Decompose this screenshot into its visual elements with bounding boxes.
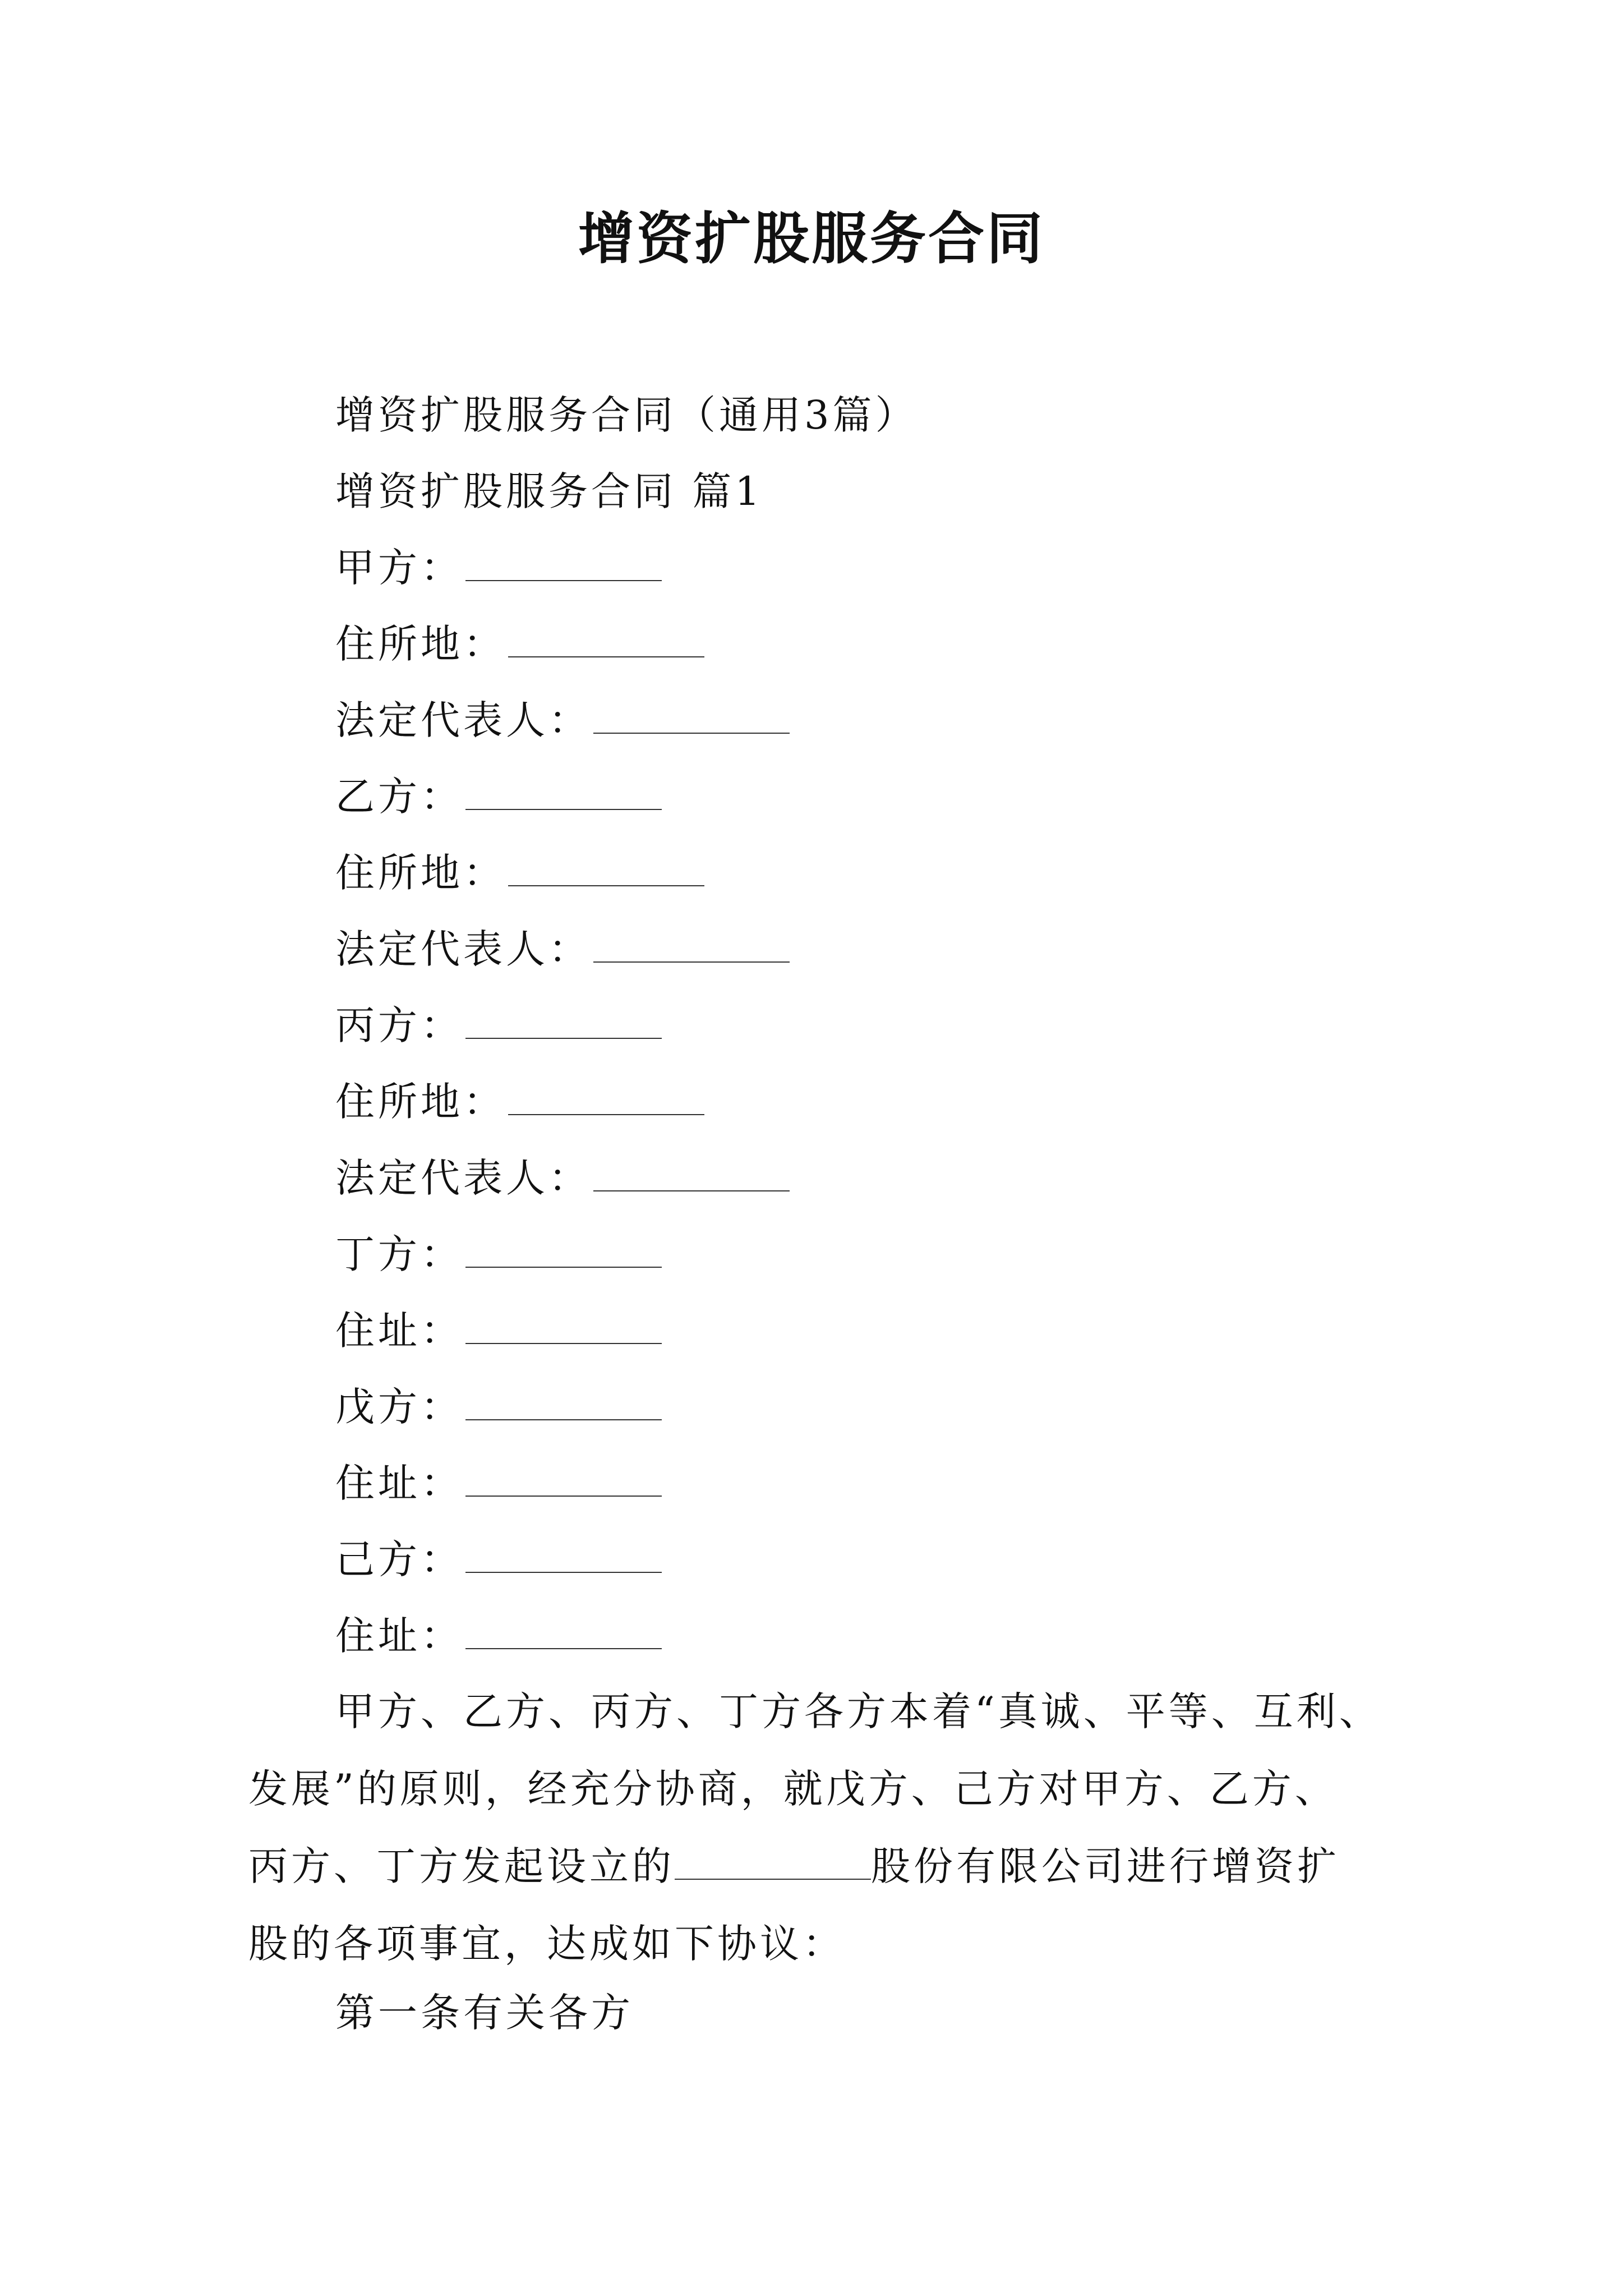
field-label: 法定代表人： xyxy=(335,697,591,743)
party-a-address-line xyxy=(335,616,704,672)
paragraph-line: 甲方、乙方、丙方、丁方各方本着“真诚、平等、互利、 xyxy=(335,1688,1382,1734)
paragraph-text: 丙方、丁方发起设立的 xyxy=(248,1843,675,1889)
party-b-address-line xyxy=(335,845,704,901)
field-label: 乙方： xyxy=(335,774,463,820)
fill-in-blank xyxy=(465,1309,662,1344)
fill-in-blank xyxy=(465,546,662,581)
paragraph-line: 发展”的原则，经充分协商，就戊方、己方对甲方、乙方、 xyxy=(248,1766,1338,1812)
fill-in-blank xyxy=(465,1614,662,1649)
fill-in-blank xyxy=(508,623,704,657)
field-label: 住址： xyxy=(335,1613,463,1659)
field-label: 戊方： xyxy=(335,1384,463,1430)
field-label: 甲方： xyxy=(335,545,463,591)
field-label: 丙方： xyxy=(335,1002,463,1048)
field-label: 住所地： xyxy=(335,621,506,667)
party-d-line xyxy=(335,1226,662,1282)
paragraph-text: 股份有限公司进行增资扩 xyxy=(871,1843,1340,1889)
document-subtitle: 增资扩股服务合同（通用3篇） xyxy=(335,392,918,438)
field-label: 住址： xyxy=(335,1460,463,1506)
article-heading: 第一条有关各方 xyxy=(335,1990,634,2036)
fill-in-blank xyxy=(508,852,704,886)
document-title: 增资扩股服务合同 xyxy=(578,205,1045,272)
party-a-representative-line xyxy=(335,692,790,748)
party-b-line xyxy=(335,769,662,825)
field-label: 住所地： xyxy=(335,850,506,896)
fill-in-blank xyxy=(508,1080,704,1115)
fill-in-blank xyxy=(465,775,662,810)
field-label: 己方： xyxy=(335,1536,463,1582)
fill-in-blank xyxy=(593,1157,790,1191)
party-b-representative-line xyxy=(335,921,790,977)
preamble-paragraph xyxy=(248,1673,1398,1982)
party-d-address-line xyxy=(335,1303,662,1359)
party-e-line xyxy=(335,1379,662,1435)
party-f-line xyxy=(335,1531,662,1588)
party-c-representative-line xyxy=(335,1150,790,1206)
party-a-line xyxy=(335,540,662,596)
fill-in-blank xyxy=(465,1462,662,1497)
fill-in-blank xyxy=(593,928,790,963)
field-label: 住所地： xyxy=(335,1079,506,1125)
fill-in-blank xyxy=(465,1233,662,1268)
party-c-line xyxy=(335,997,662,1053)
fill-in-blank xyxy=(465,1386,662,1420)
party-c-address-line xyxy=(335,1074,704,1130)
paragraph-line xyxy=(248,1828,1398,1905)
field-label: 住址： xyxy=(335,1308,463,1354)
paragraph-line: 股的各项事宜，达成如下协议： xyxy=(248,1921,845,1967)
fill-in-blank xyxy=(465,1004,662,1039)
party-f-address-line xyxy=(335,1608,662,1664)
section-heading: 增资扩股服务合同 篇1 xyxy=(335,468,763,514)
field-label: 法定代表人： xyxy=(335,1155,591,1201)
fill-in-blank xyxy=(465,1538,662,1573)
fill-in-blank xyxy=(593,699,790,734)
fill-in-blank xyxy=(675,1845,871,1880)
field-label: 法定代表人： xyxy=(335,926,591,972)
field-label: 丁方： xyxy=(335,1231,463,1277)
party-e-address-line xyxy=(335,1455,662,1511)
